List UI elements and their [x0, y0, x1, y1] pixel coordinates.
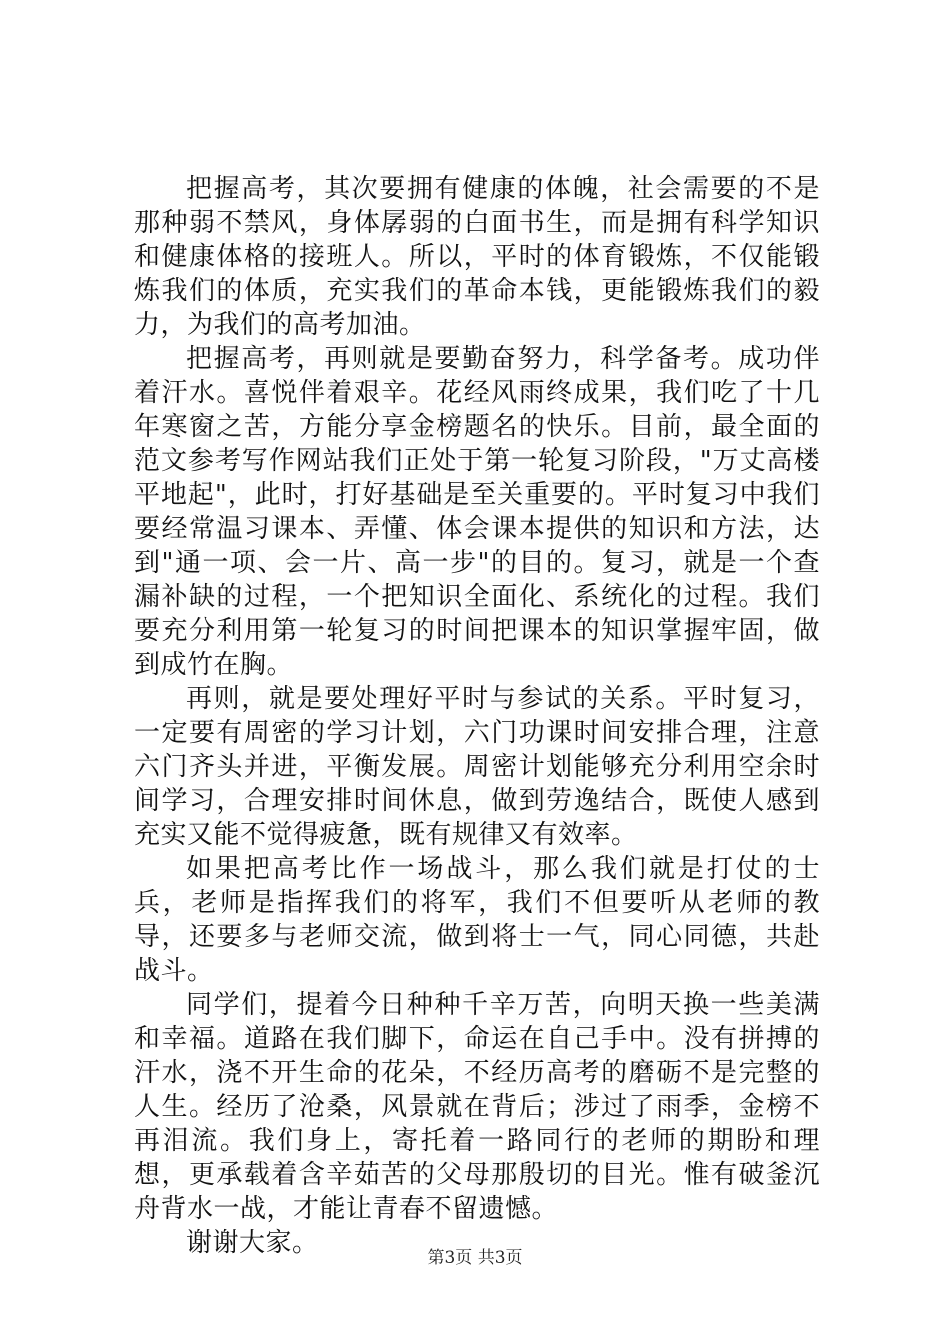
paragraph-thanks: 谢谢大家。: [186, 1228, 319, 1258]
paragraph-diligent-preparation: 把握高考，再则就是要勤奋努力，科学备考。成功伴着汗水。喜悦伴着艰辛。花经风雨终成果，我们吃了十几年寒窗之苦，方能分享金榜题名的快乐。目前，最全面的范文参考写作网站我们正处于第一轮复习阶段，"万丈高楼平地起"，此时，打好基础是至关重要的。平时复习中我们要经常温习课本、弄懂、体会课本提供的知识和方法，达到"通一项、会一片、高一步"的目的。复习，就是一个查漏补缺的过程，一个把知识全面化、系统化的过程。我们要充分利用第一轮复习的时间把课本的知识掌握牢固，做到成竹在胸。: [134, 344, 820, 680]
paragraph-teachers: 如果把高考比作一场战斗，那么我们就是打仗的士兵，老师是指挥我们的将军，我们不但要听从老师的教导，还要多与老师交流，做到将士一气，同心同德，共赴战斗。: [134, 854, 820, 986]
page-number-footer: 第3页 共3页: [427, 1248, 523, 1268]
paragraph-physical-fitness: 把握高考，其次要拥有健康的体魄，社会需要的不是那种弱不禁风，身体孱弱的白面书生，而是拥有科学知识和健康体格的接班人。所以，平时的体育锻炼，不仅能锻炼我们的体质，充实我们的革命本钱，更能锻炼我们的毅力，为我们的高考加油。: [134, 174, 820, 340]
paragraph-encouragement: 同学们，提着今日种种千辛万苦，向明天换一些美满和幸福。道路在我们脚下，命运在自己手中。没有拼搏的汗水，浇不开生命的花朵，不经历高考的磨砺不是完整的人生。经历了沧桑，风景就在背后；涉过了雨季，金榜不再泪流。我们身上，寄托着一路同行的老师的期盼和理想，更承载着含辛茹苦的父母那殷切的目光。惟有破釜沉舟背水一战，才能让青春不留遗憾。: [134, 990, 820, 1224]
paragraph-study-plan: 再则，就是要处理好平时与参试的关系。平时复习，一定要有周密的学习计划，六门功课时间安排合理，注意六门齐头并进，平衡发展。周密计划能够充分利用空余时间学习，合理安排时间休息，做到劳逸结合，既使人感到充实又能不觉得疲惫，既有规律又有效率。: [134, 684, 820, 850]
document-body: [134, 172, 820, 1260]
